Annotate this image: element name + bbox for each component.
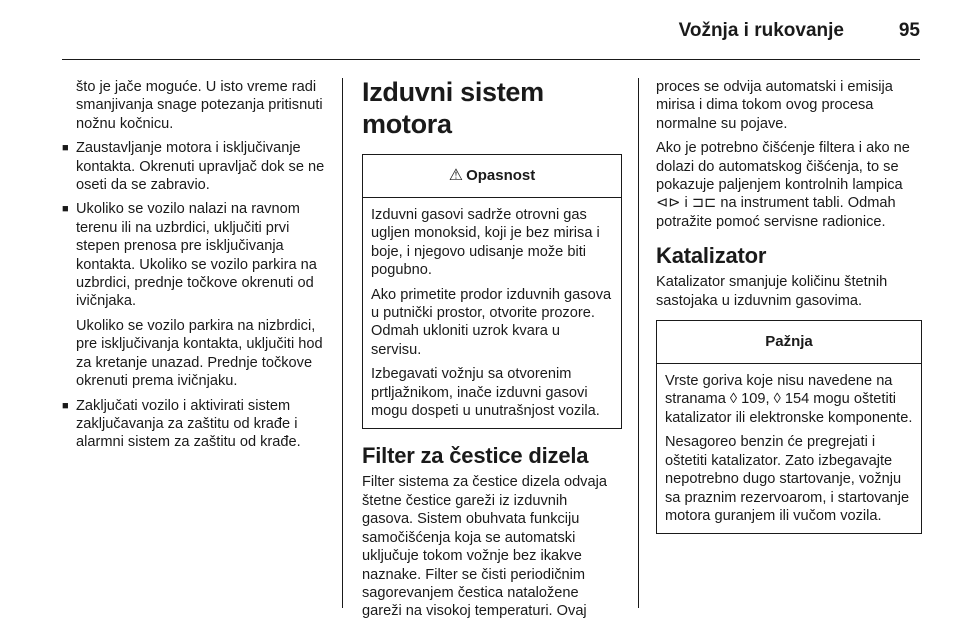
filter-warning-lamps-text: Ako je potrebno čišćenje filtera i ako ne dolazi do automatskog čišćenja, to se pokazuje paljenjem kontrolnih lampica ⊲⊳ i ⊐⊏ na instrument tabli. Odmah potražite pomoć servisne radionice. bbox=[656, 140, 910, 230]
column-1 bbox=[62, 78, 330, 458]
section-title-exhaust: Izduvni sistem motora bbox=[362, 77, 544, 139]
caution-box bbox=[656, 320, 922, 534]
column-2 bbox=[362, 78, 622, 627]
intro-continuation: što je jače moguće. U isto vreme radi smanjivanja snage potezanja pritisnuti nožnu kočnicu. bbox=[76, 79, 323, 132]
list-item: ■ Zaključati vozilo i aktivirati sistem zaključavanja za zaštitu od krađe i alarmni sistem za zaštitu od krađe. bbox=[62, 397, 301, 451]
column-divider-2 bbox=[638, 78, 639, 608]
caution-paragraph-2: Nesagoreo benzin će pregrejati i oštetiti katalizator. Zato izbegavajte nepotrebno dugo startovanje, vožnju sa praznim rezervoarom, i startovanje motora guranjem ili vučom vozila. bbox=[665, 434, 910, 524]
danger-box bbox=[362, 154, 622, 429]
column-divider-1 bbox=[342, 78, 343, 608]
header-rule bbox=[62, 59, 920, 60]
caution-box-heading: Pažnja bbox=[657, 321, 921, 364]
bullet-square-icon: ■ bbox=[62, 142, 69, 155]
column-3 bbox=[656, 78, 922, 548]
list-item: ■ Zaustavljanje motora i isključivanje kontakta. Okrenuti upravljač dok se ne oseti da se zabravio. bbox=[62, 140, 325, 194]
danger-box-heading: ⚠ Opasnost bbox=[363, 155, 621, 198]
bullet-square-icon: ■ bbox=[62, 203, 69, 216]
page-number: 95 bbox=[898, 20, 920, 41]
filter-text-continuation: proces se odvija automatski i emisija mirisa i dima tokom ovog procesa normalne su pojave. bbox=[656, 79, 893, 132]
list-item: ■ Ukoliko se vozilo nalazi na ravnom terenu ili na uzbrdici, uključiti prvi stepen prenosa pre isključivanja kontakta. Ukoliko se vozilo parkira na uzbrdici, prednje točkove okrenuti od ivičnjaka. bbox=[62, 201, 317, 310]
running-header-title: Vožnja i rukovanje bbox=[678, 20, 844, 41]
section-title-catalyst: Katalizator bbox=[656, 243, 767, 269]
filter-lamp-icon: ⊲⊳ bbox=[656, 195, 681, 212]
warning-triangle-icon: ⚠ bbox=[448, 166, 464, 184]
danger-paragraph-1: Izduvni gasovi sadrže otrovni gas ugljen monoksid, koji je bez mirisa i boje, i njegovo udisanje može biti pogubno. bbox=[371, 207, 600, 279]
caution-paragraph-1: Vrste goriva koje nisu navedene na stranama ◊ 109, ◊ 154 mogu oštetiti katalizator ili elektronske komponente. bbox=[665, 373, 913, 426]
catalyst-text: Katalizator smanjuje količinu štetnih sastojaka u izduvnim gasovima. bbox=[656, 274, 888, 309]
danger-paragraph-2: Ako primetite prodor izduvnih gasova u putnički prostor, otvorite prozore. Odmah ukloniti uzrok kvara u servisu. bbox=[371, 286, 612, 358]
list-item-continuation: Ukoliko se vozilo parkira na nizbrdici, pre isključivanja kontakta, uključiti hod za kretanje unazad. Prednje točkove okrenuti prema ivičnjaku. bbox=[76, 317, 323, 390]
danger-paragraph-3: Izbegavati vožnju sa otvorenim prtljažnikom, inače izduvni gasovi mogu dospeti u unutrašnjost vozila. bbox=[371, 366, 600, 420]
diesel-filter-text: Filter sistema za čestice dizela odvaja štetne čestice gareži iz izduvnih gasova. Sistem obuhvata funkciju samočišćenja koja se automatski uključuje tokom vožnje bez ikakve naznake. Filter se čisti periodičnim sagorevanjem čestica nataložene gareži na visokoj temperaturi. Ovaj bbox=[362, 474, 607, 620]
section-title-diesel-filter: Filter za čestice dizela bbox=[362, 443, 589, 469]
bullet-square-icon: ■ bbox=[62, 399, 69, 412]
glow-plug-lamp-icon: ⊐⊏ bbox=[691, 195, 717, 212]
